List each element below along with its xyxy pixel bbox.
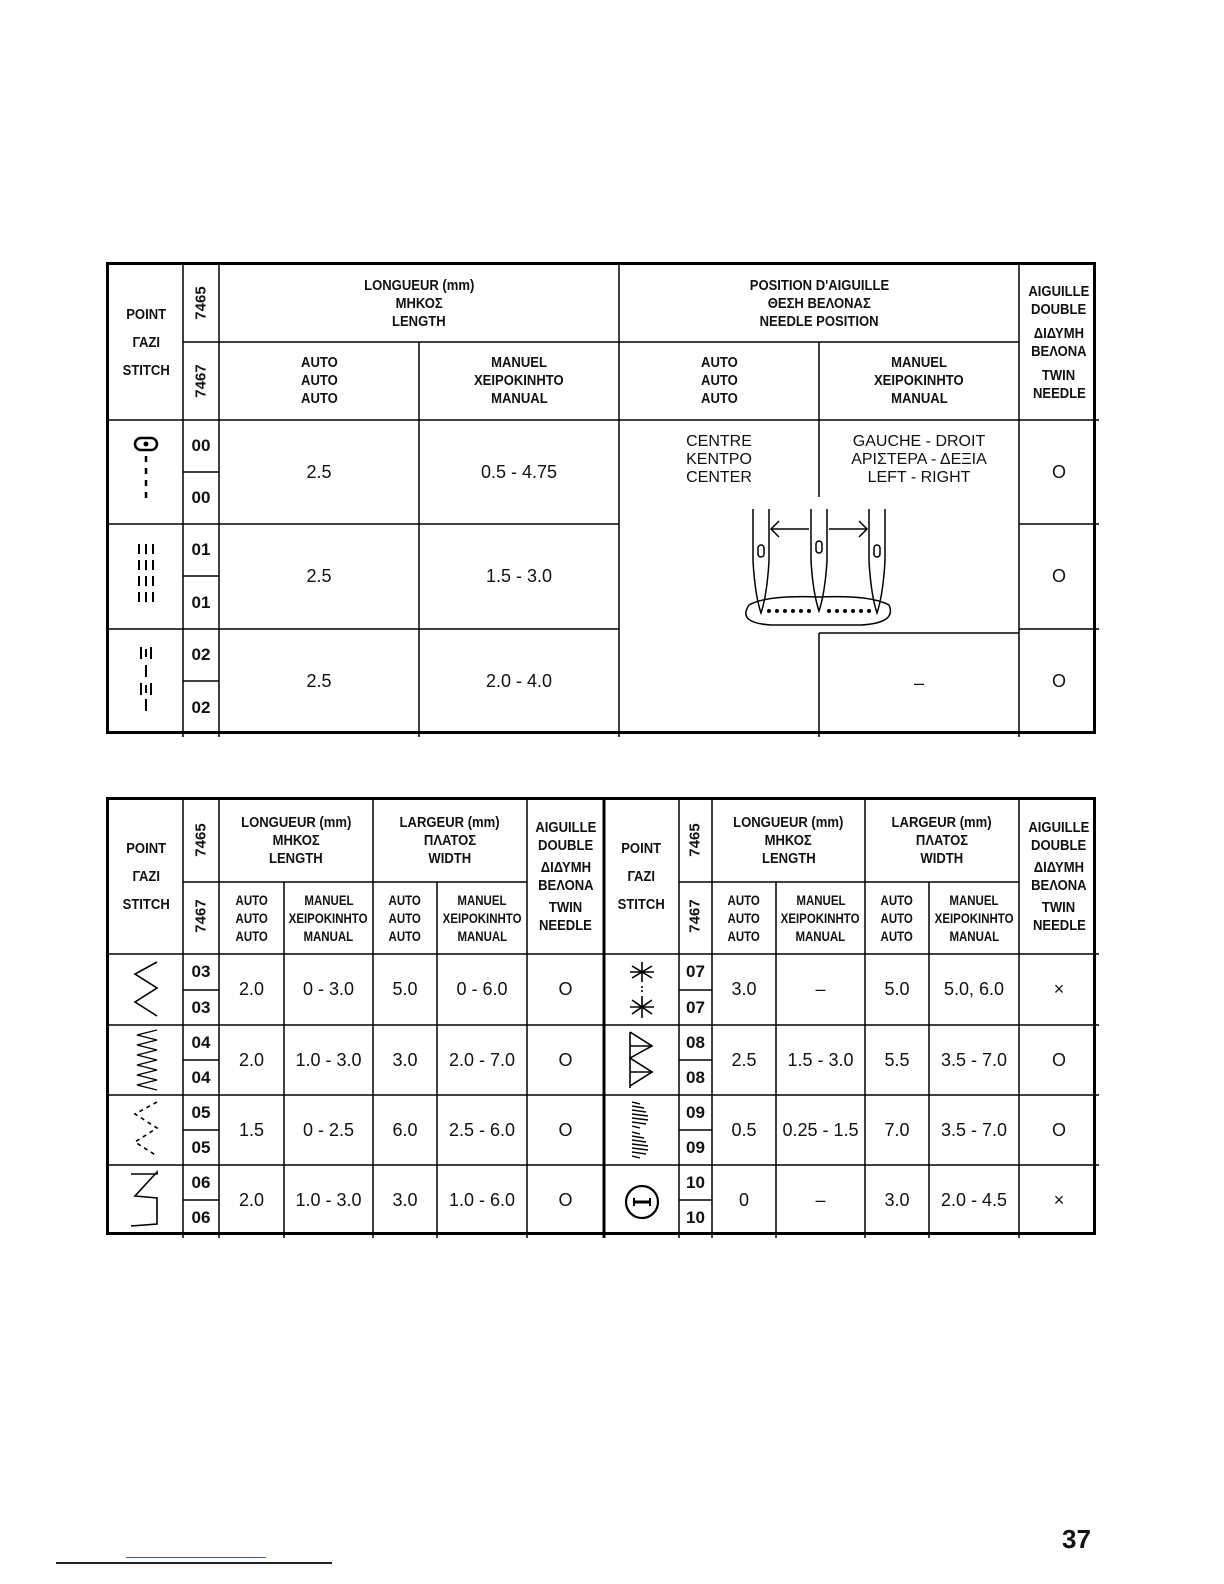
length-manual-value: 0.25 - 1.5 bbox=[782, 1119, 859, 1140]
stitch-code-7467: 10 bbox=[686, 1207, 705, 1227]
twin-needle-value: O bbox=[558, 1189, 573, 1210]
centre-en: CENTER bbox=[686, 469, 752, 486]
length-header-right bbox=[712, 800, 865, 882]
model-7467-label: 7467 bbox=[192, 364, 210, 398]
position-manual-value: – bbox=[913, 673, 924, 693]
auto-fr: AUTO bbox=[235, 892, 268, 908]
auto-gr: AUTO bbox=[700, 373, 738, 389]
length-auto-value: 2.5 bbox=[306, 461, 332, 482]
width-gr: ΠΛΑΤΟΣ bbox=[423, 833, 477, 849]
length-manual-value: 0 - 2.5 bbox=[302, 1119, 355, 1140]
position-manual-header bbox=[819, 342, 1019, 420]
stitch-header-right bbox=[604, 800, 679, 954]
needlepos-gr: ΘΕΣΗ ΒΕΛΟΝΑΣ bbox=[767, 295, 871, 312]
twin-needle-value: O bbox=[1051, 1049, 1066, 1070]
twin-header-right bbox=[1019, 800, 1099, 954]
blind-hem-stitch-icon bbox=[127, 1168, 167, 1232]
auto-fr: AUTO bbox=[388, 892, 422, 908]
length-manual-header-right bbox=[776, 882, 865, 954]
width-en: WIDTH bbox=[920, 851, 964, 867]
stretch-straight-stitch-icon bbox=[129, 643, 165, 715]
stitch-code-7467: 07 bbox=[686, 997, 705, 1017]
stitch-label: STITCH bbox=[617, 897, 666, 913]
width-manual-value: 0 - 6.0 bbox=[456, 979, 508, 999]
length-manual-header-left bbox=[284, 882, 373, 954]
width-manual-value: 3.5 - 7.0 bbox=[940, 1049, 1008, 1070]
stitch-code-7467: 09 bbox=[686, 1137, 705, 1157]
length-fr: LONGUEUR (mm) bbox=[363, 277, 475, 294]
twin-needle-value: O bbox=[1051, 566, 1066, 586]
page-number: 37 bbox=[1062, 1524, 1091, 1554]
stitch-code-7465: 09 bbox=[686, 1102, 705, 1122]
manuel-en: MANUAL bbox=[949, 928, 999, 944]
leftright-fr: GAUCHE - DROIT bbox=[852, 433, 986, 450]
length-auto-value: 2.0 bbox=[238, 1049, 265, 1070]
auto-en: AUTO bbox=[388, 928, 422, 944]
length-auto-header-left bbox=[219, 882, 284, 954]
stitch-code-7465: 03 bbox=[191, 962, 211, 981]
model-7465-label: 7465 bbox=[686, 823, 704, 857]
twin-en1: TWIN bbox=[1042, 900, 1076, 916]
satin-stitch-icon bbox=[622, 1098, 662, 1162]
auto-en: AUTO bbox=[235, 928, 268, 944]
length-gr: ΜΗΚΟΣ bbox=[395, 295, 443, 312]
length-auto-value: 2.5 bbox=[731, 1049, 757, 1070]
stitch-code-7465: 05 bbox=[191, 1102, 211, 1122]
stitch-code-7465: 04 bbox=[191, 1032, 211, 1052]
manuel-en: MANUAL bbox=[303, 928, 354, 944]
twin-needle-value: × bbox=[1053, 1189, 1065, 1210]
width-manual-header-right bbox=[929, 882, 1019, 954]
length-manual-value: – bbox=[815, 979, 826, 999]
width-manual-value: 2.0 - 4.5 bbox=[940, 1189, 1008, 1210]
length-manual-value: 0 - 3.0 bbox=[302, 979, 355, 999]
leftright-en: LEFT - RIGHT bbox=[867, 469, 971, 486]
zigzag-stitch-icon bbox=[127, 958, 167, 1022]
stitch-code-7467: 03 bbox=[191, 997, 211, 1017]
length-auto-value: 2.0 bbox=[238, 1189, 265, 1210]
width-auto-value: 5.0 bbox=[392, 979, 418, 999]
twin-en1: TWIN bbox=[1042, 367, 1076, 384]
buttonhole-icon bbox=[622, 1180, 662, 1224]
twin-fr1: AIGUILLE bbox=[1028, 820, 1090, 836]
auto-gr: AUTO bbox=[300, 373, 338, 389]
stitch-code-7465: 01 bbox=[191, 540, 211, 559]
centre-fr: CENTRE bbox=[686, 433, 752, 450]
width-manual-value: 2.0 - 7.0 bbox=[448, 1049, 516, 1070]
dotted-zigzag-stitch-icon bbox=[127, 1098, 167, 1162]
stitch-code-7465: 10 bbox=[686, 1172, 705, 1192]
length-manual-value: 1.5 - 3.0 bbox=[787, 1049, 854, 1070]
stitch-code-7465: 08 bbox=[686, 1032, 705, 1052]
length-manual-value: – bbox=[815, 1189, 826, 1210]
stitch-code-7467: 01 bbox=[191, 592, 211, 612]
manuel-gr: ΧΕΙΡΟΚΙΝΗΤΟ bbox=[442, 910, 522, 926]
length-gr: ΜΗΚΟΣ bbox=[764, 833, 813, 849]
model-7465-label: 7465 bbox=[192, 823, 210, 857]
auto-en: AUTO bbox=[700, 391, 738, 407]
needlepos-en: NEEDLE POSITION bbox=[759, 313, 879, 330]
stitch-code-7465: 00 bbox=[191, 436, 211, 455]
manuel-gr: ΧΕΙΡΟΚΙΝΗΤΟ bbox=[289, 910, 368, 926]
twin-header-left bbox=[527, 800, 604, 954]
length-en: LENGTH bbox=[392, 313, 446, 330]
length-manual-value: 1.0 - 3.0 bbox=[295, 1189, 362, 1210]
point-label: POINT bbox=[126, 306, 166, 323]
width-auto-value: 3.0 bbox=[392, 1049, 418, 1070]
width-auto-value: 5.0 bbox=[884, 979, 910, 999]
length-en: LENGTH bbox=[761, 851, 816, 867]
stitch-code-7467: 05 bbox=[191, 1137, 211, 1157]
length-fr: LONGUEUR (mm) bbox=[240, 815, 352, 831]
width-en: WIDTH bbox=[428, 851, 472, 867]
width-manual-header-left bbox=[437, 882, 527, 954]
twin-needle-value: O bbox=[1051, 671, 1066, 691]
twin-needle-value: O bbox=[1051, 1119, 1066, 1140]
length-auto-header bbox=[219, 342, 419, 420]
twin-needle-value: O bbox=[558, 1049, 573, 1070]
length-header-left bbox=[219, 800, 373, 882]
auto-en: AUTO bbox=[727, 928, 761, 944]
manuel-en: MANUAL bbox=[457, 928, 507, 944]
twin-needle-value: × bbox=[1053, 979, 1065, 999]
width-header-right bbox=[865, 800, 1019, 882]
width-auto-value: 7.0 bbox=[884, 1119, 910, 1140]
length-gr: ΜΗΚΟΣ bbox=[272, 833, 320, 849]
twin-fr1: AIGUILLE bbox=[1028, 283, 1090, 300]
length-header bbox=[219, 265, 619, 342]
auto-gr: AUTO bbox=[727, 910, 761, 926]
bottom-rule-accent bbox=[126, 1557, 266, 1558]
stitch-code-7465: 07 bbox=[686, 962, 705, 981]
length-manual-value: 1.5 - 3.0 bbox=[485, 566, 553, 586]
manuel-en: MANUAL bbox=[490, 391, 548, 407]
position-manual-text bbox=[819, 433, 1019, 497]
manuel-en: MANUAL bbox=[795, 928, 846, 944]
length-auto-value: 0 bbox=[738, 1189, 749, 1210]
twin-fr2: DOUBLE bbox=[537, 838, 594, 854]
twin-gr1: ΔΙΔΥΜΗ bbox=[1033, 860, 1085, 876]
gazi-label: ΓΑΖΙ bbox=[132, 334, 160, 351]
width-auto-header-left bbox=[373, 882, 437, 954]
stitch-code-7465: 02 bbox=[191, 645, 211, 664]
manuel-gr: ΧΕΙΡΟΚΙΝΗΤΟ bbox=[781, 910, 860, 926]
gazi-label: ΓΑΖΙ bbox=[627, 869, 656, 885]
twin-needle-value: O bbox=[1051, 461, 1066, 482]
model-7465-label: 7465 bbox=[192, 286, 210, 320]
stitch-label: STITCH bbox=[122, 362, 170, 379]
twin-en2: NEEDLE bbox=[539, 918, 592, 934]
width-manual-value: 5.0, 6.0 bbox=[943, 979, 1005, 999]
manuel-en: MANUAL bbox=[890, 391, 948, 407]
twin-gr1: ΔΙΔΥΜΗ bbox=[540, 860, 591, 876]
length-fr: LONGUEUR (mm) bbox=[733, 815, 844, 831]
auto-fr: AUTO bbox=[880, 892, 914, 908]
width-manual-value: 2.5 - 6.0 bbox=[448, 1119, 516, 1140]
position-auto-header bbox=[619, 342, 819, 420]
stitch-header-left bbox=[109, 800, 183, 954]
auto-fr: AUTO bbox=[727, 892, 761, 908]
stitch-label: STITCH bbox=[122, 897, 170, 913]
twin-needle-value: O bbox=[558, 1119, 573, 1140]
needle-position-diagram bbox=[741, 505, 897, 627]
twin-en2: NEEDLE bbox=[1032, 918, 1086, 934]
width-manual-value: 3.5 - 7.0 bbox=[940, 1119, 1008, 1140]
stitch-code-7467: 02 bbox=[191, 697, 211, 717]
model-7467-label: 7467 bbox=[192, 899, 210, 933]
gazi-label: ΓΑΖΙ bbox=[132, 869, 160, 885]
stitch-code-7467: 04 bbox=[191, 1067, 211, 1087]
manuel-gr: ΧΕΙΡΟΚΙΝΗΤΟ bbox=[874, 373, 964, 389]
twin-en1: TWIN bbox=[548, 900, 583, 916]
leftright-gr: ΑΡΙΣΤΕΡΑ - ΔΕΞΙΑ bbox=[851, 451, 987, 468]
manuel-fr: MANUEL bbox=[457, 892, 507, 908]
auto-fr: AUTO bbox=[700, 355, 738, 371]
overcast-stitch-icon bbox=[622, 1028, 662, 1092]
manuel-fr: MANUEL bbox=[491, 355, 547, 371]
multi-zigzag-stitch-icon bbox=[127, 1028, 167, 1092]
width-auto-value: 6.0 bbox=[392, 1119, 418, 1140]
model-7467-label: 7467 bbox=[686, 899, 704, 933]
twin-gr1: ΔΙΔΥΜΗ bbox=[1033, 325, 1085, 342]
twin-gr2: ΒΕΛΟΝΑ bbox=[537, 878, 594, 894]
twin-needle-header bbox=[1019, 265, 1099, 420]
stitch-code-7467: 00 bbox=[191, 488, 211, 507]
needle-position-header bbox=[619, 265, 1019, 342]
twin-gr2: ΒΕΛΟΝΑ bbox=[1031, 878, 1087, 894]
triple-straight-stitch-icon bbox=[129, 540, 165, 610]
length-auto-value: 3.0 bbox=[731, 979, 757, 999]
auto-en: AUTO bbox=[880, 928, 914, 944]
width-fr: LARGEUR (mm) bbox=[399, 815, 501, 831]
width-auto-value: 5.5 bbox=[884, 1049, 910, 1070]
stitch-header bbox=[109, 265, 183, 420]
manuel-fr: MANUEL bbox=[949, 892, 999, 908]
width-auto-header-right bbox=[865, 882, 929, 954]
width-auto-value: 3.0 bbox=[884, 1189, 910, 1210]
auto-gr: AUTO bbox=[388, 910, 422, 926]
bottom-rule bbox=[56, 1562, 332, 1564]
twin-fr1: AIGUILLE bbox=[535, 820, 596, 836]
manuel-gr: ΧΕΙΡΟΚΙΝΗΤΟ bbox=[474, 373, 564, 389]
width-gr: ΠΛΑΤΟΣ bbox=[915, 833, 969, 849]
twin-fr2: DOUBLE bbox=[1031, 301, 1087, 318]
length-auto-value: 0.5 bbox=[731, 1119, 757, 1140]
auto-en: AUTO bbox=[300, 391, 338, 407]
star-stitch-icon bbox=[622, 958, 662, 1022]
auto-gr: AUTO bbox=[235, 910, 268, 926]
length-manual-header bbox=[419, 342, 619, 420]
width-auto-value: 3.0 bbox=[392, 1189, 418, 1210]
stitch-code-7467: 06 bbox=[191, 1207, 211, 1227]
width-header-left bbox=[373, 800, 527, 882]
point-label: POINT bbox=[621, 841, 662, 857]
manuel-fr: MANUEL bbox=[303, 892, 354, 908]
width-manual-value: 1.0 - 6.0 bbox=[448, 1189, 516, 1210]
length-auto-value: 2.5 bbox=[306, 671, 332, 691]
stitch-code-7465: 06 bbox=[191, 1172, 211, 1192]
stitch-table-2 bbox=[106, 797, 1096, 1235]
length-en: LENGTH bbox=[269, 851, 323, 867]
auto-fr: AUTO bbox=[300, 355, 338, 371]
length-manual-value: 2.0 - 4.0 bbox=[485, 671, 553, 691]
twin-fr2: DOUBLE bbox=[1031, 838, 1087, 854]
point-label: POINT bbox=[126, 841, 166, 857]
manuel-gr: ΧΕΙΡΟΚΙΝΗΤΟ bbox=[934, 910, 1014, 926]
length-auto-header-right bbox=[712, 882, 776, 954]
twin-gr2: ΒΕΛΟΝΑ bbox=[1031, 343, 1087, 360]
manuel-fr: MANUEL bbox=[795, 892, 846, 908]
length-auto-value: 2.0 bbox=[238, 979, 265, 999]
length-auto-value: 1.5 bbox=[238, 1119, 265, 1140]
twin-needle-value: O bbox=[558, 979, 573, 999]
stitch-code-7467: 08 bbox=[686, 1067, 705, 1087]
position-auto-text bbox=[619, 433, 819, 497]
width-fr: LARGEUR (mm) bbox=[891, 815, 993, 831]
length-manual-value: 1.0 - 3.0 bbox=[295, 1049, 362, 1070]
stitch-table-1 bbox=[106, 262, 1096, 734]
length-auto-value: 2.5 bbox=[306, 566, 332, 586]
centre-gr: ΚΕΝΤΡΟ bbox=[686, 451, 752, 468]
needlepos-fr: POSITION D'AIGUILLE bbox=[749, 277, 889, 294]
twin-en2: NEEDLE bbox=[1032, 385, 1086, 402]
length-manual-value: 0.5 - 4.75 bbox=[480, 461, 558, 482]
manuel-fr: MANUEL bbox=[891, 355, 947, 371]
auto-gr: AUTO bbox=[880, 910, 914, 926]
straight-stitch-icon bbox=[129, 430, 165, 510]
